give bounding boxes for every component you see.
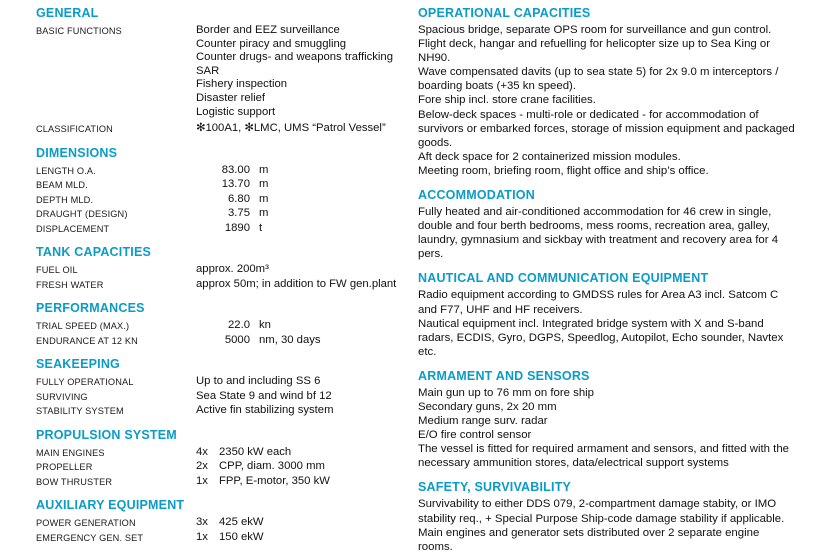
emergency-gen-set-text: 150 ekW xyxy=(219,530,264,543)
value-endurance xyxy=(196,334,408,348)
label-fresh-water: FRESH WATER xyxy=(36,279,104,290)
section-propulsion-system xyxy=(36,428,408,490)
value-fully-operational xyxy=(196,375,408,389)
operational-line: Flight deck, hangar and refuelling for helicopter size up to Sea King or xyxy=(418,38,771,51)
label-depth-mld: DEPTH MLD. xyxy=(36,194,94,205)
section-title-seakeeping: SEAKEEPING xyxy=(36,357,120,372)
bow-thruster-text: FPP, E-motor, 350 kW xyxy=(219,474,330,487)
section-armament-and-sensors xyxy=(418,369,830,471)
value-main-engines xyxy=(196,446,408,460)
section-nautical-communication-equipment xyxy=(418,271,830,358)
endurance-value: 5000 xyxy=(224,333,250,346)
label-main-engines: MAIN ENGINES xyxy=(36,447,105,458)
nautical-line: etc. xyxy=(418,345,437,358)
section-title-tank-capacities: TANK CAPACITIES xyxy=(36,245,152,260)
value-beam-mld xyxy=(196,178,408,192)
value-propeller xyxy=(196,460,408,474)
safety-body xyxy=(418,497,830,553)
draught-design-value: 3.75 xyxy=(228,207,250,220)
operational-line: survivors or embarked forces, storage of mission equipment and packaged xyxy=(418,122,795,135)
nautical-line: Nautical equipment incl. Integrated bridge system with X and S-band xyxy=(418,317,764,330)
section-tank-capacities xyxy=(36,245,408,292)
label-beam-mld: BEAM MLD. xyxy=(36,180,88,191)
label-surviving: SURVIVING xyxy=(36,391,88,402)
operational-line: NH90. xyxy=(418,52,451,65)
main-engines-text: 2350 kW each xyxy=(219,445,292,458)
label-power-generation: POWER GENERATION xyxy=(36,518,136,529)
safety-line: stability req., + Special Purpose Ship-code damage stability if applicable. xyxy=(418,512,785,525)
length-oa-value: 83.00 xyxy=(221,163,250,176)
nautical-line: radars, ECDIS, Gyro, DGPS, Speedlog, Autopilot, Echo sounder, Navtex xyxy=(418,331,784,344)
depth-mld-unit: m xyxy=(259,192,269,205)
value-stability-system xyxy=(196,404,408,418)
row-trial-speed xyxy=(36,319,408,334)
length-oa-unit: m xyxy=(259,163,269,176)
fresh-water-text: approx 50m; in addition to FW gen.plant xyxy=(196,277,397,290)
value-power-generation xyxy=(196,516,408,530)
operational-line: Fore ship incl. store crane facilities. xyxy=(418,94,596,107)
nautical-line: Radio equipment according to GMDSS rules for Area A3 incl. Satcom C xyxy=(418,289,779,302)
label-stability-system: STABILITY SYSTEM xyxy=(36,406,124,417)
row-length-oa xyxy=(36,164,408,179)
fully-operational-text: Up to and including SS 6 xyxy=(196,375,321,388)
armament-line: The vessel is fitted for required armament and sensors, and fitted with the xyxy=(418,443,790,456)
row-beam-mld xyxy=(36,178,408,193)
section-title-performances: PERFORMANCES xyxy=(36,301,145,316)
beam-mld-value: 13.70 xyxy=(221,178,250,191)
nautical-line: and F77, UHF and HF receivers. xyxy=(418,303,583,316)
basic-function-item: Counter piracy and smuggling xyxy=(196,37,347,50)
section-title-nautical-communication-equipment: NAUTICAL AND COMMUNICATION EQUIPMENT xyxy=(418,271,709,286)
basic-function-item: Counter drugs- and weapons trafficking xyxy=(196,51,393,64)
accommodation-body xyxy=(418,205,830,261)
operational-line: Aft deck space for 2 containerized mission modules. xyxy=(418,150,681,163)
armament-line: E/O fire control sensor xyxy=(418,429,532,442)
row-displacement xyxy=(36,222,408,237)
accommodation-line: Fully heated and air-conditioned accommodation for 46 crew in single, xyxy=(418,206,772,219)
value-trial-speed xyxy=(196,319,408,333)
section-title-general: GENERAL xyxy=(36,6,99,20)
endurance-unit: nm, 30 days xyxy=(259,333,321,346)
section-title-armament-and-sensors: ARMAMENT AND SENSORS xyxy=(418,368,590,383)
section-auxiliary-equipment xyxy=(36,498,408,545)
label-displacement: DISPLACEMENT xyxy=(36,223,110,234)
label-emergency-gen-set: EMERGENCY GEN. SET xyxy=(36,532,144,543)
safety-line: rooms. xyxy=(418,540,453,553)
operational-line: Meeting room, briefing room, flight office and ship’s office. xyxy=(418,164,709,177)
main-engines-qty: 4x xyxy=(196,445,208,458)
operational-line: Wave compensated davits (up to sea state 5) for 2x 9.0 m interceptors / xyxy=(418,66,779,79)
value-fuel-oil xyxy=(196,263,408,277)
value-emergency-gen-set xyxy=(196,531,408,545)
fuel-oil-text: approx. 200m³ xyxy=(196,263,269,276)
label-length-oa: LENGTH O.A. xyxy=(36,165,96,176)
armament-line: necessary ammunition stores, data/electrical support systems xyxy=(418,457,729,470)
operational-line: goods. xyxy=(418,136,453,149)
armament-line: Secondary guns, 2x 20 mm xyxy=(418,400,557,413)
row-main-engines xyxy=(36,446,408,461)
row-classification xyxy=(36,122,408,137)
row-emergency-gen-set xyxy=(36,531,408,546)
basic-function-item: Logistic support xyxy=(196,105,276,118)
label-bow-thruster: BOW THRUSTER xyxy=(36,476,113,487)
operational-line: Below-deck spaces - multi-role or dedicated - for accommodation of xyxy=(418,108,759,121)
operational-line: Spacious bridge, separate OPS room for surveillance and gun control. xyxy=(418,24,772,36)
depth-mld-value: 6.80 xyxy=(228,192,250,205)
armament-line: Main gun up to 76 mm on fore ship xyxy=(418,386,595,399)
operational-line: boarding boats (+35 kn speed). xyxy=(418,80,576,93)
row-draught-design xyxy=(36,207,408,222)
row-fuel-oil xyxy=(36,263,408,278)
section-general xyxy=(36,6,408,137)
accommodation-line: laundry, gymnasium and sickbay with treatment and recovery area for 4 xyxy=(418,234,779,247)
value-basic-functions xyxy=(196,24,408,119)
row-power-generation xyxy=(36,516,408,531)
basic-function-item: Fishery inspection xyxy=(196,78,288,91)
row-stability-system xyxy=(36,404,408,419)
value-bow-thruster xyxy=(196,475,408,489)
label-propeller: PROPELLER xyxy=(36,462,93,473)
basic-function-item: Disaster relief xyxy=(196,91,266,104)
label-draught-design: DRAUGHT (DESIGN) xyxy=(36,209,128,220)
section-performances xyxy=(36,301,408,348)
trial-speed-unit: kn xyxy=(259,319,271,332)
section-title-dimensions: DIMENSIONS xyxy=(36,145,118,160)
power-generation-text: 425 ekW xyxy=(219,516,264,529)
row-surviving xyxy=(36,390,408,405)
value-displacement xyxy=(196,222,408,236)
armament-body xyxy=(418,386,830,471)
nautical-body xyxy=(418,288,830,358)
safety-line: Survivability to either DDS 079, 2-compartment damage stabity, or IMO xyxy=(418,498,777,511)
section-dimensions xyxy=(36,146,408,237)
stability-system-text: Active fin stabilizing system xyxy=(196,404,334,417)
row-depth-mld xyxy=(36,193,408,208)
accommodation-line: pers. xyxy=(418,248,444,261)
safety-line: Main engines and generator sets distributed over 2 separate engine xyxy=(418,526,760,539)
label-trial-speed: TRIAL SPEED (MAX.) xyxy=(36,321,130,332)
label-endurance: ENDURANCE AT 12 KN xyxy=(36,335,138,346)
section-safety-survivability xyxy=(418,480,830,553)
row-basic-functions xyxy=(36,24,408,119)
propeller-qty: 2x xyxy=(196,460,208,473)
value-classification xyxy=(196,122,408,136)
left-column xyxy=(8,6,408,555)
section-title-accommodation: ACCOMMODATION xyxy=(418,188,535,203)
bow-thruster-qty: 1x xyxy=(196,474,208,487)
label-fuel-oil: FUEL OIL xyxy=(36,265,78,276)
armament-line: Medium range surv. radar xyxy=(418,415,548,428)
section-seakeeping xyxy=(36,357,408,419)
value-surviving xyxy=(196,390,408,404)
draught-design-unit: m xyxy=(259,207,269,220)
classification-text: ✻100A1, ✻LMC, UMS “Patrol Vessel” xyxy=(196,122,386,135)
right-column xyxy=(408,6,830,555)
accommodation-line: double and four berth bedrooms, mess rooms, recreation area, galley, xyxy=(418,220,770,233)
basic-function-item: SAR xyxy=(196,64,220,77)
section-title-auxiliary-equipment: AUXILIARY EQUIPMENT xyxy=(36,498,185,513)
section-title-operational-capacities: OPERATIONAL CAPACITIES xyxy=(418,6,591,20)
value-fresh-water xyxy=(196,278,408,292)
value-depth-mld xyxy=(196,193,408,207)
trial-speed-value: 22.0 xyxy=(228,319,250,332)
surviving-text: Sea State 9 and wind bf 12 xyxy=(196,389,332,402)
label-fully-operational: FULLY OPERATIONAL xyxy=(36,377,134,388)
row-endurance xyxy=(36,334,408,349)
propeller-text: CPP, diam. 3000 mm xyxy=(219,460,325,473)
power-generation-qty: 3x xyxy=(196,516,208,529)
row-fully-operational xyxy=(36,375,408,390)
label-classification: CLASSIFICATION xyxy=(36,124,113,135)
value-draught-design xyxy=(196,207,408,221)
section-title-propulsion-system: PROPULSION SYSTEM xyxy=(36,427,177,442)
value-length-oa xyxy=(196,164,408,178)
displacement-value: 1890 xyxy=(224,221,250,234)
beam-mld-unit: m xyxy=(259,178,269,191)
row-bow-thruster xyxy=(36,475,408,490)
label-basic-functions: BASIC FUNCTIONS xyxy=(36,26,122,36)
section-title-safety-survivability: SAFETY, SURVIVABILITY xyxy=(418,480,572,495)
section-accommodation xyxy=(418,188,830,261)
row-fresh-water xyxy=(36,278,408,293)
displacement-unit: t xyxy=(259,221,263,234)
section-operational-capacities xyxy=(418,6,830,178)
basic-function-item: Border and EEZ surveillance xyxy=(196,24,340,36)
operational-capacities-body xyxy=(418,23,830,178)
row-propeller xyxy=(36,460,408,475)
emergency-gen-set-qty: 1x xyxy=(196,530,208,543)
